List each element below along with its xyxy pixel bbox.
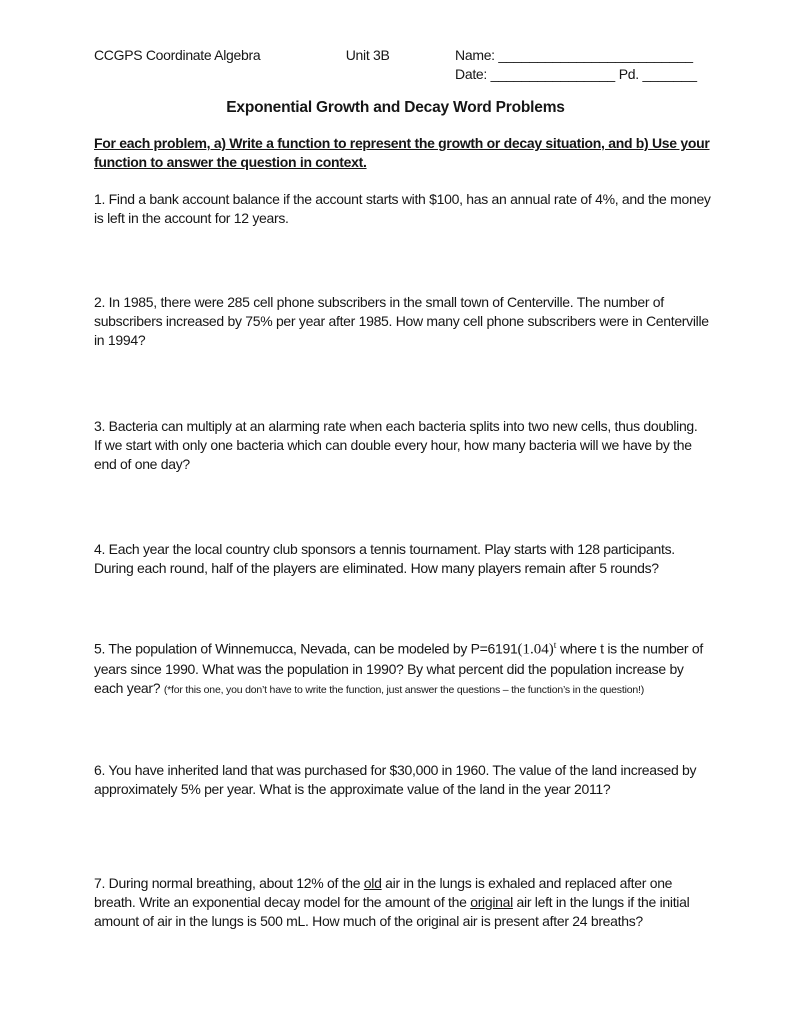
problem-7-text-3: breath. Write an exponential decay model for the amount of the	[94, 893, 471, 910]
problem-5-line-1	[94, 637, 703, 660]
problem-2-line-2: subscribers increased by 75% per year after 1985. How many cell phone subscribers were in Centerville	[94, 313, 709, 329]
document-header	[94, 46, 697, 84]
problem-5-formula-exponent: t	[553, 641, 557, 651]
problem-5-note: (*for this one, you don’t have to write the function, just answer the questions – the function’s in the question!)	[163, 683, 644, 696]
problem-4-line-1: 4. Each year the local country club sponsors a tennis tournament. Play starts with 128 participants.	[94, 541, 675, 557]
name-date-block	[455, 46, 697, 84]
problem-5	[94, 637, 703, 700]
name-row	[455, 46, 697, 65]
problem-6-line-2: approximately 5% per year. What is the approximate value of the land in the year 2011?	[94, 780, 611, 797]
period-blank: _______	[642, 66, 697, 82]
problem-1-line-1: 1. Find a bank account balance if the account starts with $100, has an annual rate of 4%, and the money	[94, 191, 711, 207]
problem-7-text-4: air left in the lungs if the initial	[512, 893, 690, 910]
instructions-line-2: function to answer the question in context.	[94, 154, 367, 170]
problem-1	[94, 190, 711, 228]
problem-4	[94, 540, 697, 578]
period-label: Pd.	[618, 66, 639, 82]
name-label: Name:	[455, 47, 495, 63]
problem-5-line-2: years since 1990. What was the population in 1990? By what percent did the population increase by	[94, 660, 684, 677]
problem-7-line-3: amount of air in the lungs is 500 mL. How much of the original air is present after 24 breaths?	[94, 912, 643, 929]
name-blank: _________________________	[498, 47, 694, 63]
unit-label: Unit 3B	[345, 47, 390, 63]
problem-7-text-2: air in the lungs is exhaled and replaced after one	[381, 874, 673, 891]
problem-3-line-2: If we start with only one bacteria which can double every hour, how many bacteria will we have by the	[94, 437, 692, 453]
problem-5-formula-base: (1.04)	[517, 641, 554, 658]
instructions-line-1: For each problem, a) Write a function to represent the growth or decay situation, and b) Use your	[94, 135, 710, 151]
problem-1-line-2: is left in the account for 12 years.	[94, 210, 289, 226]
problem-7	[94, 874, 697, 931]
date-blank: ________________	[490, 66, 616, 82]
problem-5-text-after-formula: where t is the number of	[556, 640, 703, 657]
problem-3	[94, 417, 697, 474]
problem-6	[94, 761, 697, 799]
page-title: Exponential Growth and Decay Word Problems	[226, 99, 565, 116]
problem-3-line-3: end of one day?	[94, 456, 190, 472]
problem-6-line-1: 6. You have inherited land that was purchased for $30,000 in 1960. The value of the land increased by	[94, 761, 697, 778]
instructions	[94, 134, 710, 172]
problem-2	[94, 293, 709, 350]
date-row	[455, 65, 697, 84]
problem-5-line-3-text: each year?	[94, 679, 164, 696]
problem-5-text-before-formula: 5. The population of Winnemucca, Nevada, can be modeled by	[94, 640, 471, 657]
course-name: CCGPS Coordinate Algebra	[94, 47, 261, 63]
problem-2-line-3: in 1994?	[94, 332, 146, 348]
problem-7-text-1: 7. During normal breathing, about 12% of the	[94, 874, 364, 891]
problem-2-line-1: 2. In 1985, there were 285 cell phone subscribers in the small town of Centerville. The number of	[94, 294, 664, 310]
date-label: Date:	[455, 66, 487, 82]
problem-7-word-old: old	[363, 874, 382, 891]
problem-4-line-2: During each round, half of the players are eliminated. How many players remain after 5 rounds?	[94, 560, 659, 576]
problem-3-line-1: 3. Bacteria can multiply at an alarming rate when each bacteria splits into two new cells, thus doubling.	[94, 418, 698, 434]
problem-7-word-original: original	[470, 893, 513, 910]
problem-7-line-1	[94, 874, 697, 893]
problem-5-line-3	[94, 679, 697, 700]
problem-7-line-2	[94, 893, 697, 912]
problem-5-formula: P=6191	[470, 640, 518, 657]
